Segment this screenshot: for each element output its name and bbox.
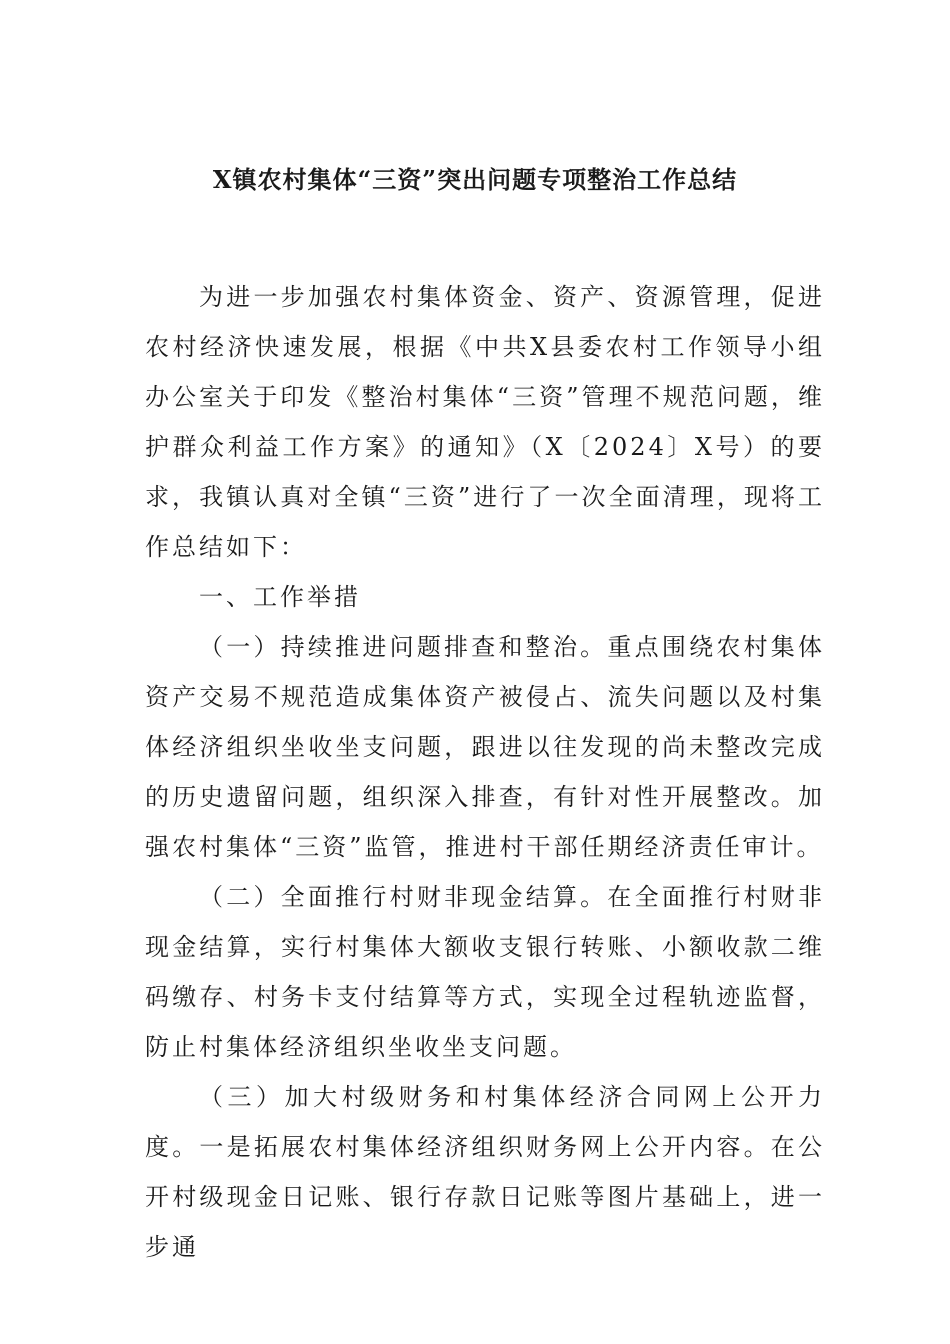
section-heading-work-measures: 一、工作举措 [199, 583, 361, 611]
paragraph-intro: 为进一步加强农村集体资金、资产、资源管理，促进农村经济快速发展，根据《中共X县委农村工作领导小组办公室关于印发《整治村集体“三资”管理不规范问题，维护群众利益工作方案》的通知》（X〔2024〕X号）的要求，我镇认真对全镇“三资”进行了一次全面清理，现将工作总结如下： [145, 283, 825, 561]
paragraph-item-1: （一）持续推进问题排查和整治。重点围绕农村集体资产交易不规范造成集体资产被侵占、流失问题以及村集体经济组织坐收坐支问题，跟进以往发现的尚未整改完成的历史遗留问题，组织深入排查，有针对性开展整改。加强农村集体“三资”监管，推进村干部任期经济责任审计。 [145, 633, 825, 861]
paragraph-item-2: （二）全面推行村财非现金结算。在全面推行村财非现金结算，实行村集体大额收支银行转账、小额收款二维码缴存、村务卡支付结算等方式，实现全过程轨迹监督，防止村集体经济组织坐收坐支问题。 [145, 883, 825, 1061]
document-title: X镇农村集体“三资”突出问题专项整治工作总结 [212, 165, 738, 194]
document-body [145, 272, 825, 1272]
paragraph-item-3: （三）加大村级财务和村集体经济合同网上公开力度。一是拓展农村集体经济组织财务网上公开内容。在公开村级现金日记账、银行存款日记账等图片基础上，进一步通 [145, 1083, 825, 1261]
